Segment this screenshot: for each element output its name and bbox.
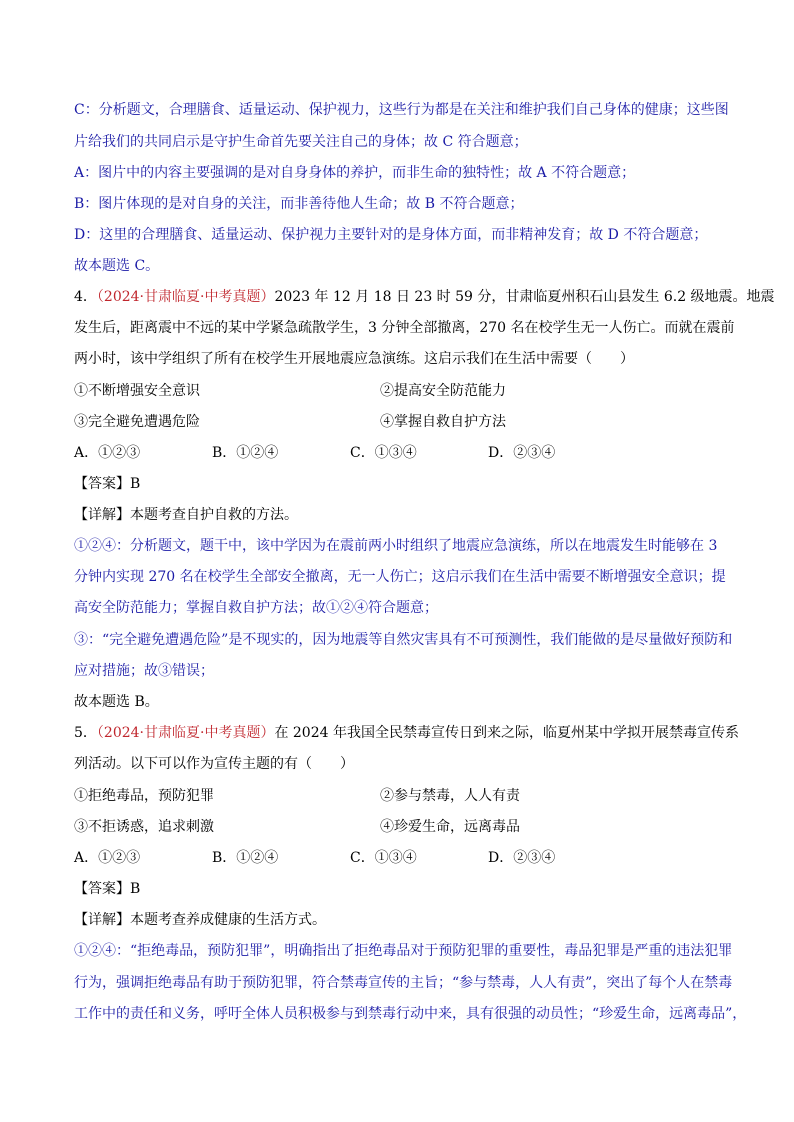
q5-detail: 【详解】本题考查养成健康的生活方式。 xyxy=(74,912,326,928)
q4-stem-line-1 xyxy=(74,287,775,307)
q4-item-2: ②提高安全防范能力 xyxy=(380,383,506,399)
q4-analysis-2-line-1: ③：“完全避免遭遇危险”是不现实的，因为地震等自然灾害具有不可预测性，我们能做的是尽量做好预防和 xyxy=(74,632,733,648)
q4-item-4: ④掌握自救自护方法 xyxy=(380,414,506,430)
q5-option-a: A．①②③ xyxy=(74,850,141,866)
q4-options-row xyxy=(74,443,724,463)
q5-item-2: ②参与禁毒，人人有责 xyxy=(380,788,520,804)
q5-options-row xyxy=(74,848,724,868)
analysis-c-line-1: C：分析题文，合理膳食、适量运动、保护视力，这些行为都是在关注和维护我们自己身体的健康；这些图 xyxy=(74,102,729,118)
q4-items-row-1 xyxy=(74,381,724,401)
q4-detail: 【详解】本题考查自护自救的方法。 xyxy=(74,507,298,523)
q4-analysis-2-line-2: 应对措施；故③错误； xyxy=(74,663,214,679)
q5-stem-text: 在 2024 年我国全民禁毒宣传日到来之际，临夏州某中学拟开展禁毒宣传系 xyxy=(274,725,739,741)
q4-stem-line-3: 两小时，该中学组织了所有在校学生开展地震应急演练。这启示我们在生活中需要（ ） xyxy=(74,351,634,367)
q5-option-d: D．②③④ xyxy=(488,850,556,866)
q5-item-1: ①拒绝毒品，预防犯罪 xyxy=(74,788,214,804)
q4-analysis-1-line-1: ①②④：分析题文，题干中，该中学因为在震前两小时组织了地震应急演练，所以在地震发生时能够在 3 xyxy=(74,538,718,554)
q5-number: 5． xyxy=(74,725,97,741)
q4-analysis-1-line-2: 分钟内实现 270 名在校学生全部安全撤离，无一人伤亡；这启示我们在生活中需要不断增强安全意识；提 xyxy=(74,569,726,585)
analysis-b-line: B：图片体现的是对自身的关注，而非善待他人生命；故 B 不符合题意； xyxy=(74,196,524,212)
q4-option-a: A．①②③ xyxy=(74,445,141,461)
q4-option-d: D．②③④ xyxy=(488,445,556,461)
q4-item-1: ①不断增强安全意识 xyxy=(74,383,200,399)
q4-source: （2024·甘肃临夏·中考真题） xyxy=(96,289,275,305)
analysis-a-line: A：图片中的内容主要强调的是对自身身体的养护，而非生命的独特性；故 A 不符合题意； xyxy=(74,165,636,181)
q5-stem-line-1 xyxy=(74,723,739,743)
q5-option-c: C．①③④ xyxy=(350,850,417,866)
q5-stem-line-2: 列活动。以下可以作为宣传主题的有（ ） xyxy=(74,756,354,772)
q5-analysis-line-1: ①②④：“拒绝毒品，预防犯罪”，明确指出了拒绝毒品对于预防犯罪的重要性，毒品犯罪是严重的违法犯罪 xyxy=(74,943,733,959)
q4-stem-line-2: 发生后，距离震中不远的某中学紧急疏散学生，3 分钟全部撤离，270 名在校学生无一人伤亡。而就在震前 xyxy=(74,320,735,336)
q4-item-3: ③完全避免遭遇危险 xyxy=(74,414,200,430)
q4-option-c: C．①③④ xyxy=(350,445,417,461)
q5-option-b: B．①②④ xyxy=(212,850,279,866)
q5-source: （2024·甘肃临夏·中考真题） xyxy=(96,725,275,741)
q5-items-row-1 xyxy=(74,786,724,806)
q4-number: 4． xyxy=(74,289,97,305)
q4-analysis-1-line-3: 高安全防范能力；掌握自救自护方法；故①②④符合题意； xyxy=(74,600,438,616)
q5-items-row-2 xyxy=(74,817,724,837)
q4-items-row-2 xyxy=(74,412,724,432)
q5-answer: 【答案】B xyxy=(74,881,141,897)
q5-item-4: ④珍爱生命，远离毒品 xyxy=(380,819,520,835)
q5-analysis-line-3: 工作中的责任和义务，呼吁全体人员积极参与到禁毒行动中来，具有很强的动员性；“珍爱生命，远离毒品”， xyxy=(74,1006,747,1022)
q5-item-3: ③不拒诱惑，追求刺激 xyxy=(74,819,214,835)
q4-stem-text: 2023 年 12 月 18 日 23 时 59 分，甘肃临夏州积石山县发生 6.2 级地震。地震 xyxy=(274,289,775,305)
q4-answer: 【答案】B xyxy=(74,476,141,492)
analysis-c-line-2: 片给我们的共同启示是守护生命首先要关注自己的身体；故 C 符合题意； xyxy=(74,134,528,150)
q5-analysis-line-2: 行为，强调拒绝毒品有助于预防犯罪，符合禁毒宣传的主旨；“参与禁毒，人人有责”，突出了每个人在禁毒 xyxy=(74,975,733,991)
analysis-conclusion: 故本题选 C。 xyxy=(74,258,160,274)
analysis-d-line: D：这里的合理膳食、适量运动、保护视力主要针对的是身体方面，而非精神发育；故 D 不符合题意； xyxy=(74,227,708,243)
q4-conclusion: 故本题选 B。 xyxy=(74,694,159,710)
q4-option-b: B．①②④ xyxy=(212,445,279,461)
